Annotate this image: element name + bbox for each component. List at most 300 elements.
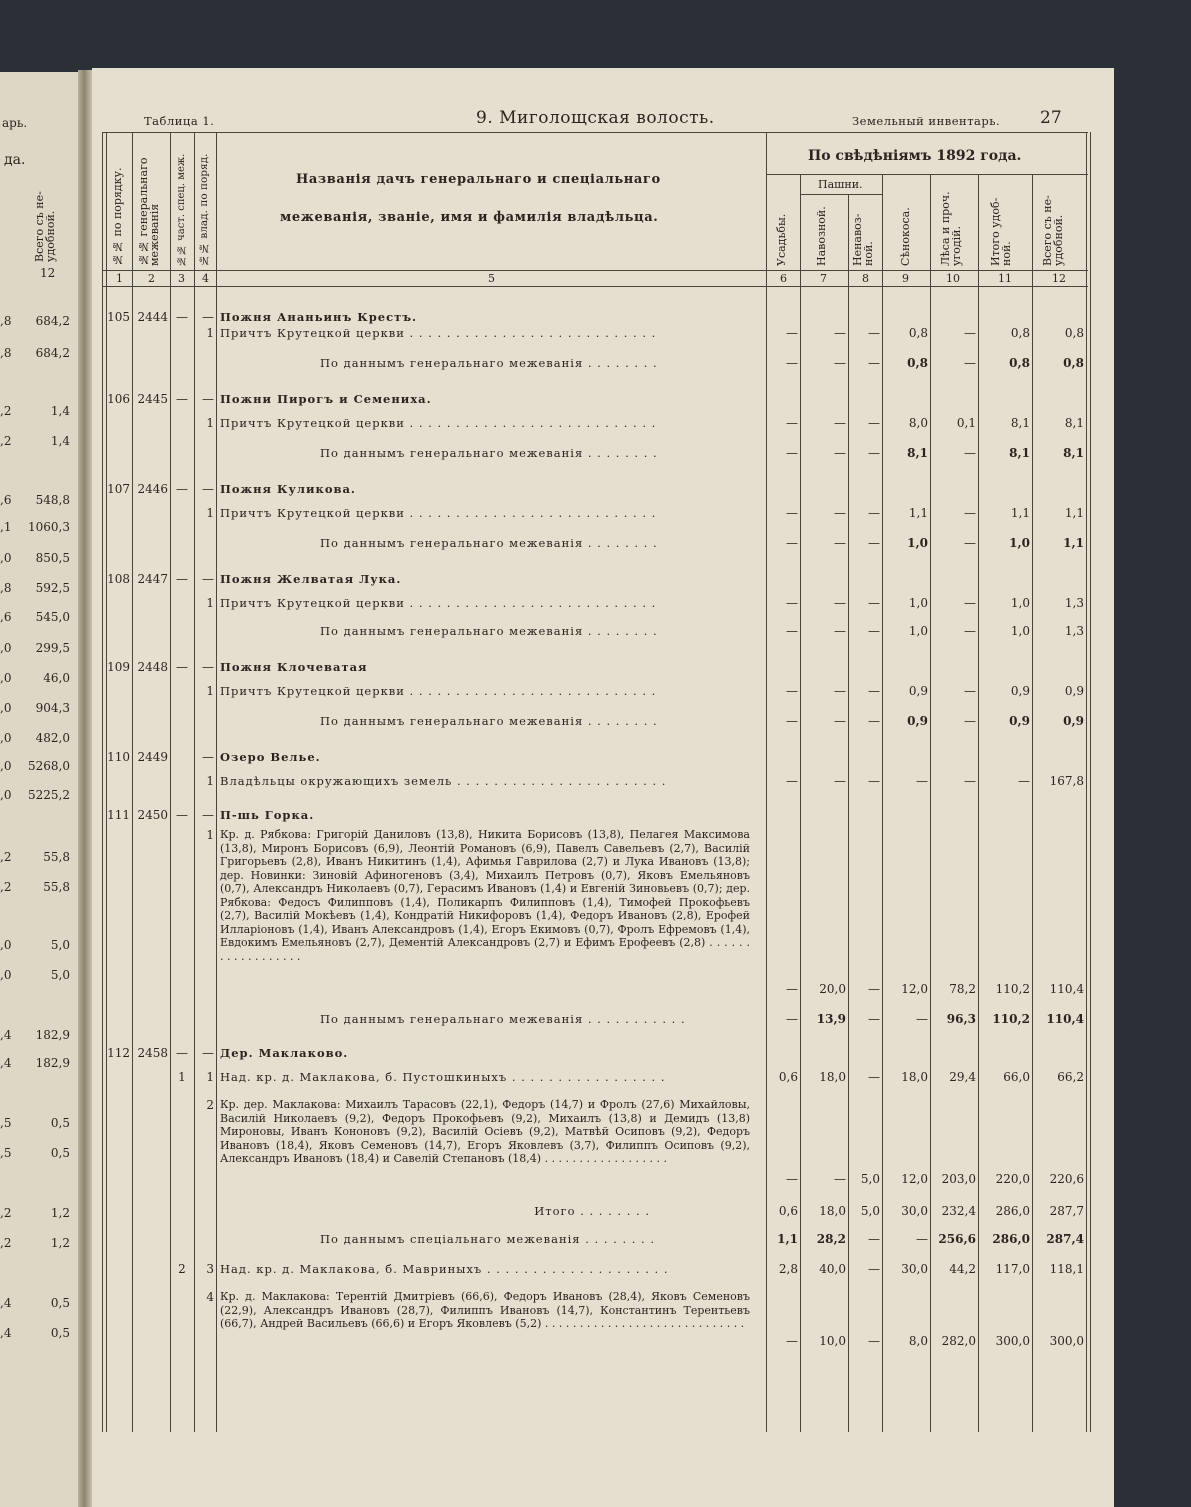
value-itogo-udobnoy: 286,0 — [992, 1232, 1030, 1246]
col-head-11: Итого удоб-ной. — [989, 197, 1013, 266]
prev-row-left: ,0 — [0, 731, 12, 745]
owner-number: 1 — [206, 596, 214, 610]
value-itogo-udobnoy: 220,0 — [995, 1172, 1030, 1186]
value-senokos: 0,8 — [908, 326, 928, 340]
general-survey-number: 2458 — [137, 1046, 168, 1060]
owner-number: — — [202, 808, 214, 822]
value-nenavoznoy: — — [868, 596, 880, 610]
owner-number: — — [202, 310, 214, 324]
value-senokos: 8,1 — [907, 446, 928, 460]
owner-number: 3 — [206, 1262, 214, 1276]
value-nenavoznoy: — — [868, 446, 880, 460]
value-itogo-udobnoy: 0,9 — [1010, 684, 1030, 698]
prev-row-value: 1,4 — [50, 404, 70, 418]
value-senokos: — — [916, 1012, 928, 1026]
value-les: — — [964, 714, 976, 728]
value-usadby: — — [786, 1012, 798, 1026]
col-number-4: 4 — [202, 272, 209, 285]
col-head-5-line1: Названія дачъ генеральнаго и спеціальнаго — [296, 172, 661, 187]
value-itogo-udobnoy: 1,0 — [1009, 536, 1030, 550]
value-les: — — [964, 446, 976, 460]
row-label: Над. кр. д. Маклакова, б. Мавриныхъ . . . . . . . . . . . . . . . . . . . . — [220, 1262, 669, 1276]
value-les: — — [964, 326, 976, 340]
value-navoznoy: — — [834, 1172, 846, 1186]
value-navoznoy: — — [834, 624, 846, 638]
numbers-rule — [102, 286, 1088, 287]
value-senokos: 1,0 — [908, 624, 928, 638]
row-label: Причтъ Крутецкой церкви . . . . . . . . . . . . . . . . . . . . . . . . . . . — [220, 326, 657, 340]
prev-row-left: ,2 — [0, 434, 12, 448]
col-number-9: 9 — [902, 272, 909, 285]
col-number-11: 11 — [998, 272, 1012, 285]
row-label: По даннымъ генеральнаго межеванія . . . . . . . . — [320, 714, 658, 728]
owner-number: 1 — [206, 506, 214, 520]
prev-row-left: ,2 — [0, 404, 12, 418]
value-vsego: 287,7 — [1049, 1204, 1084, 1218]
value-usadby: — — [786, 416, 798, 430]
value-usadby: — — [786, 624, 798, 638]
value-usadby: — — [786, 1334, 798, 1348]
value-usadby: — — [786, 1172, 798, 1186]
prev-row-left: ,0 — [0, 551, 12, 565]
value-nenavoznoy: — — [868, 624, 880, 638]
row-label: Итого . . . . . . . . — [534, 1204, 650, 1218]
prev-row-left: ,8 — [0, 581, 12, 595]
col-head-5-line2: межеванія, званіе, имя и фамилія владѣльца. — [280, 210, 659, 225]
page — [92, 68, 1114, 1507]
value-itogo-udobnoy: 0,8 — [1009, 356, 1030, 370]
special-survey-number: — — [176, 808, 188, 822]
value-vsego: 118,1 — [1049, 1262, 1084, 1276]
prev-row-value: 1,2 — [50, 1206, 70, 1220]
value-les: 232,4 — [941, 1204, 976, 1218]
section-label: Земельный инвентарь. — [852, 114, 1001, 128]
special-survey-number: — — [176, 482, 188, 496]
value-vsego: 0,9 — [1063, 714, 1084, 728]
row-number: 108 — [107, 572, 130, 586]
col-number-3: 3 — [178, 272, 185, 285]
row-number: 105 — [107, 310, 130, 324]
special-survey-number: 2 — [178, 1262, 186, 1276]
prev-row-value: 548,8 — [35, 493, 70, 507]
value-vsego: 1,3 — [1064, 596, 1084, 610]
row-number: 107 — [107, 482, 130, 496]
value-les: 96,3 — [946, 1012, 976, 1026]
owners-list: Кр. д. Маклакова: Терентій Дмитріевъ (66,6), Федоръ Ивановъ (28,4), Яковъ Семеновъ (22,9), Александръ Ивановъ (28,7), Филиппъ Ивановъ (14,7), Константинъ Терентьевъ (66,7), Андрей Васильевъ (66,6) и Егоръ Яковлевъ (5,2) . . . . . . . . . . . . . . . . . . . . . . . . . . . . . — [220, 1290, 750, 1330]
owner-number: — — [202, 1046, 214, 1060]
prev-row-value: 5,0 — [50, 968, 70, 982]
page-title: 9. Миголощская волость. — [476, 108, 715, 128]
row-label: По даннымъ генеральнаго межеванія . . . . . . . . — [320, 624, 658, 638]
prev-row-left: ,8 — [0, 314, 12, 328]
value-vsego: 167,8 — [1049, 774, 1084, 788]
prev-row-value: 1,2 — [50, 1236, 70, 1250]
value-senokos: 1,0 — [907, 536, 928, 550]
value-usadby: 2,8 — [778, 1262, 798, 1276]
value-nenavoznoy: — — [868, 326, 880, 340]
col-number-10: 10 — [946, 272, 960, 285]
owner-number: — — [202, 660, 214, 674]
prev-row-value: 904,3 — [35, 701, 70, 715]
parcel-name: Пожня Ананьинъ Крестъ. — [220, 310, 418, 324]
value-usadby: — — [786, 596, 798, 610]
value-itogo-udobnoy: 1,1 — [1010, 506, 1030, 520]
value-les: — — [964, 356, 976, 370]
owner-number: 2 — [206, 1098, 214, 1112]
value-senokos: 0,9 — [908, 684, 928, 698]
value-les: — — [964, 774, 976, 788]
value-navoznoy: — — [834, 596, 846, 610]
row-label: По даннымъ генеральнаго межеванія . . . . . . . . — [320, 356, 658, 370]
prev-row-left: ,6 — [0, 610, 12, 624]
value-les: 29,4 — [949, 1070, 976, 1084]
prev-row-left: ,5 — [0, 1146, 12, 1160]
value-vsego: 287,4 — [1046, 1232, 1084, 1246]
general-survey-number: 2449 — [137, 750, 168, 764]
value-usadby: — — [786, 684, 798, 698]
parcel-name: Пожня Клочеватая — [220, 660, 368, 674]
owner-number: 1 — [206, 828, 214, 842]
prev-row-value: 0,5 — [50, 1116, 70, 1130]
prev-row-value: 5268,0 — [28, 759, 70, 773]
value-senokos: 8,0 — [908, 1334, 928, 1348]
general-survey-number: 2444 — [137, 310, 168, 324]
special-survey-number: — — [176, 392, 188, 406]
parcel-name: Озеро Велье. — [220, 750, 321, 764]
pashni-head: Пашни. — [818, 178, 863, 191]
parcel-name: Пожня Куликова. — [220, 482, 356, 496]
value-nenavoznoy: — — [868, 774, 880, 788]
value-navoznoy: — — [834, 714, 846, 728]
owner-number: 1 — [206, 326, 214, 340]
prev-row-left: ,4 — [0, 1028, 12, 1042]
value-itogo-udobnoy: — — [1018, 774, 1030, 788]
book-gutter — [78, 70, 92, 1507]
general-survey-number: 2445 — [137, 392, 168, 406]
prev-row-value: 684,2 — [35, 346, 70, 360]
prev-row-left: ,4 — [0, 1056, 12, 1070]
parcel-name: П-шь Горка. — [220, 808, 315, 822]
parcel-name: Дер. Маклаково. — [220, 1046, 349, 1060]
special-survey-number: — — [176, 572, 188, 586]
value-vsego: 110,4 — [1049, 982, 1084, 996]
col-head-7: Навозной. — [815, 206, 828, 266]
value-nenavoznoy: — — [868, 1232, 880, 1246]
value-nenavoznoy: — — [868, 356, 880, 370]
value-nenavoznoy: — — [868, 714, 880, 728]
value-itogo-udobnoy: 0,8 — [1010, 326, 1030, 340]
prev-row-left: ,4 — [0, 1296, 12, 1310]
prev-row-value: 55,8 — [43, 850, 70, 864]
header-rule — [102, 270, 1088, 271]
owner-number: 1 — [206, 1070, 214, 1084]
prev-row-value: 592,5 — [35, 581, 70, 595]
owner-number: 1 — [206, 774, 214, 788]
value-vsego: 8,1 — [1063, 446, 1084, 460]
prev-row-left: ,5 — [0, 1116, 12, 1130]
row-label: По даннымъ спеціальнаго межеванія . . . . . . . . — [320, 1232, 656, 1246]
value-vsego: 8,1 — [1064, 416, 1084, 430]
value-vsego: 220,6 — [1049, 1172, 1084, 1186]
value-nenavoznoy: — — [868, 506, 880, 520]
value-les: 0,1 — [956, 416, 976, 430]
prev-column-head: Всего съ не-удобной. — [33, 191, 57, 262]
owner-number: — — [202, 482, 214, 496]
value-senokos: 12,0 — [901, 1172, 928, 1186]
value-vsego: 1,3 — [1064, 624, 1084, 638]
value-vsego: 1,1 — [1064, 506, 1084, 520]
special-survey-number: 1 — [178, 1070, 186, 1084]
prev-row-value: 55,8 — [43, 880, 70, 894]
value-senokos: — — [916, 774, 928, 788]
value-navoznoy: — — [834, 506, 846, 520]
owners-list: Кр. д. Рябкова: Григорій Даниловъ (13,8), Никита Борисовъ (13,8), Пелагея Максимова (13,8), Миронъ Борисовъ (6,9), Леонтій Романовъ (6,9), Павелъ Савельевъ (2,7), Василій Григорьевъ (2,8), Иванъ Никитинъ (1,4), Афимья Гаврилова (2,7) и Лука Ивановъ (13,8); дер. Новинки: Зиновій Афиногеновъ (3,4), Михаилъ Петровъ (0,7), Яковъ Емельяновъ (0,7), Александръ Николаевъ (0,7), Герасимъ Ивановъ (1,4) и Евгеній Зиновьевъ (0,7); дер. Рябкова: Федосъ Филипповъ (1,4), Поликарпъ Филипповъ (1,4), Тимофей Прокофьевъ (2,7), Василій Мокѣевъ (1,4), Кондратій Никифоровъ (1,4), Федоръ Ивановъ (2,8), Ерофей Илларіоновъ (1,4), Иванъ Александровъ (1,4), Егоръ Екимовъ (0,7), Фролъ Ефремовъ (1,4), Евдокимъ Емельяновъ (2,7), Дементій Александровъ (2,7) и Ефимъ Ерофеевъ (2,8) . . . . . . . . . . . . . . . . . . — [220, 828, 750, 963]
col-head-8: Ненавоз-ной. — [851, 213, 875, 266]
value-usadby: — — [786, 446, 798, 460]
value-navoznoy: 40,0 — [819, 1262, 846, 1276]
row-label: По даннымъ генеральнаго межеванія . . . . . . . . — [320, 446, 658, 460]
prev-row-left: ,4 — [0, 1326, 12, 1340]
value-les: — — [964, 536, 976, 550]
value-vsego: 300,0 — [1049, 1334, 1084, 1348]
value-nenavoznoy: — — [868, 536, 880, 550]
value-navoznoy: — — [834, 416, 846, 430]
value-itogo-udobnoy: 66,0 — [1003, 1070, 1030, 1084]
row-label: Причтъ Крутецкой церкви . . . . . . . . . . . . . . . . . . . . . . . . . . . — [220, 506, 657, 520]
value-vsego: 0,9 — [1064, 684, 1084, 698]
row-label: По даннымъ генеральнаго межеванія . . . . . . . . . . . — [320, 1012, 686, 1026]
col-number-6: 6 — [780, 272, 787, 285]
prev-row-left: ,0 — [0, 671, 12, 685]
value-les: — — [964, 684, 976, 698]
prev-column-number: 12 — [40, 266, 56, 280]
value-senokos: 30,0 — [901, 1204, 928, 1218]
prev-row-value: 46,0 — [43, 671, 70, 685]
prev-row-left: ,0 — [0, 759, 12, 773]
value-vsego: 0,8 — [1063, 356, 1084, 370]
value-nenavoznoy: — — [868, 1012, 880, 1026]
value-itogo-udobnoy: 1,0 — [1010, 624, 1030, 638]
value-nenavoznoy: — — [868, 1334, 880, 1348]
value-itogo-udobnoy: 117,0 — [995, 1262, 1030, 1276]
prev-row-value: 5225,2 — [28, 788, 70, 802]
top-rule — [102, 132, 1088, 133]
owner-number: 1 — [206, 684, 214, 698]
col-head-3: №№ част. спец. меж. — [176, 153, 187, 266]
value-senokos: 1,1 — [908, 506, 928, 520]
owners-list: Кр. дер. Маклакова: Михаилъ Тарасовъ (22,1), Федоръ (14,7) и Фролъ (27,6) Михайловы, Василій Николаевъ (9,2), Федоръ Прокофьевъ (9,2), Михаилъ (13,8) и Демидъ (13,8) Мироновы, Иванъ Кононовъ (9,2), Василій Осіевъ (9,2), Матвѣй Осиповъ (9,2), Федоръ Ивановъ (18,4), Яковъ Семеновъ (14,7), Егоръ Яковлевъ (3,7), Филиппъ Осиповъ (9,2), Александръ Ивановъ (18,4) и Савелій Степановъ (18,4) . . . . . . . . . . . . . . . . . . — [220, 1098, 750, 1165]
prev-row-left: ,0 — [0, 968, 12, 982]
owner-number: — — [202, 572, 214, 586]
value-usadby: 0,6 — [778, 1204, 798, 1218]
col-head-1: №№ по порядку. — [111, 167, 124, 266]
col-number-2: 2 — [148, 272, 155, 285]
value-senokos: — — [916, 1232, 928, 1246]
value-les: — — [964, 624, 976, 638]
row-label: По даннымъ генеральнаго межеванія . . . . . . . . — [320, 536, 658, 550]
value-navoznoy: 10,0 — [819, 1334, 846, 1348]
col-number-8: 8 — [862, 272, 869, 285]
value-les: — — [964, 506, 976, 520]
owner-number: — — [202, 392, 214, 406]
prev-row-value: 0,5 — [50, 1146, 70, 1160]
value-itogo-udobnoy: 8,1 — [1009, 446, 1030, 460]
value-navoznoy: 18,0 — [819, 1070, 846, 1084]
value-nenavoznoy: — — [868, 416, 880, 430]
prev-row-value: 1060,3 — [28, 520, 70, 534]
value-vsego: 0,8 — [1064, 326, 1084, 340]
col-number-5: 5 — [488, 272, 495, 285]
value-usadby: — — [786, 774, 798, 788]
value-usadby: — — [786, 326, 798, 340]
owner-number: 1 — [206, 416, 214, 430]
value-itogo-udobnoy: 110,2 — [995, 982, 1030, 996]
value-navoznoy: 20,0 — [819, 982, 846, 996]
value-navoznoy: — — [834, 684, 846, 698]
group-rule — [766, 174, 1088, 175]
row-number: 112 — [107, 1046, 130, 1060]
general-survey-number: 2448 — [137, 660, 168, 674]
col-head-10: Лѣса и проч. угодій. — [939, 191, 963, 266]
col-head-6: Усадьбы. — [775, 213, 788, 266]
row-number: 110 — [107, 750, 130, 764]
value-navoznoy: 28,2 — [816, 1232, 846, 1246]
value-navoznoy: — — [834, 356, 846, 370]
prev-row-value: 0,5 — [50, 1326, 70, 1340]
row-label: Причтъ Крутецкой церкви . . . . . . . . . . . . . . . . . . . . . . . . . . . — [220, 416, 657, 430]
value-itogo-udobnoy: 286,0 — [995, 1204, 1030, 1218]
col-head-2: №№ генеральнаго межеванія — [137, 157, 161, 266]
prev-header-fragment: арь. — [2, 116, 28, 130]
value-usadby: — — [786, 982, 798, 996]
value-itogo-udobnoy: 110,2 — [992, 1012, 1030, 1026]
col-number-7: 7 — [820, 272, 827, 285]
special-survey-number: — — [176, 660, 188, 674]
row-label: Владѣльцы окружающихъ земель . . . . . . . . . . . . . . . . . . . . . . . — [220, 774, 667, 788]
prev-row-value: 482,0 — [35, 731, 70, 745]
value-navoznoy: — — [834, 446, 846, 460]
prev-subheader-fragment: да. — [4, 152, 26, 168]
prev-row-value: 850,5 — [35, 551, 70, 565]
value-vsego: 1,1 — [1063, 536, 1084, 550]
value-nenavoznoy: — — [868, 982, 880, 996]
value-usadby: — — [786, 536, 798, 550]
general-survey-number: 2447 — [137, 572, 168, 586]
special-survey-number: — — [176, 1046, 188, 1060]
row-label: Над. кр. д. Маклакова, б. Пустошкиныхъ . . . . . . . . . . . . . . . . . — [220, 1070, 666, 1084]
owner-number: — — [202, 750, 214, 764]
value-vsego: 110,4 — [1046, 1012, 1084, 1026]
prev-row-left: ,0 — [0, 641, 12, 655]
prev-row-left: ,6 — [0, 493, 12, 507]
table-label: Таблица 1. — [144, 114, 215, 128]
prev-row-left: ,2 — [0, 1206, 12, 1220]
value-itogo-udobnoy: 1,0 — [1010, 596, 1030, 610]
row-number: 106 — [107, 392, 130, 406]
value-itogo-udobnoy: 0,9 — [1009, 714, 1030, 728]
value-senokos: 30,0 — [901, 1262, 928, 1276]
general-survey-number: 2450 — [137, 808, 168, 822]
value-les: 203,0 — [941, 1172, 976, 1186]
group-head: По свѣдѣніямъ 1892 года. — [808, 148, 1022, 164]
value-itogo-udobnoy: 300,0 — [995, 1334, 1030, 1348]
col-number-12: 12 — [1052, 272, 1066, 285]
value-itogo-udobnoy: 8,1 — [1010, 416, 1030, 430]
parcel-name: Пожня Желватая Лука. — [220, 572, 402, 586]
pashni-rule — [800, 194, 882, 195]
value-nenavoznoy: — — [868, 684, 880, 698]
prev-row-left: ,8 — [0, 346, 12, 360]
value-senokos: 1,0 — [908, 596, 928, 610]
prev-row-value: 545,0 — [35, 610, 70, 624]
value-usadby: — — [786, 506, 798, 520]
value-navoznoy: — — [834, 774, 846, 788]
general-survey-number: 2446 — [137, 482, 168, 496]
row-label: Причтъ Крутецкой церкви . . . . . . . . . . . . . . . . . . . . . . . . . . . — [220, 596, 657, 610]
value-nenavoznoy: 5,0 — [860, 1204, 880, 1218]
value-senokos: 18,0 — [901, 1070, 928, 1084]
value-usadby: 1,1 — [777, 1232, 798, 1246]
value-navoznoy: — — [834, 536, 846, 550]
page-number: 27 — [1040, 108, 1062, 128]
prev-row-left: ,2 — [0, 850, 12, 864]
prev-row-value: 299,5 — [35, 641, 70, 655]
value-nenavoznoy: 5,0 — [860, 1172, 880, 1186]
value-usadby: — — [786, 714, 798, 728]
value-les: 256,6 — [938, 1232, 976, 1246]
prev-row-value: 0,5 — [50, 1296, 70, 1310]
special-survey-number: — — [176, 310, 188, 324]
col-head-9: Сѣнокоса. — [899, 207, 912, 266]
prev-row-left: ,0 — [0, 938, 12, 952]
row-number: 109 — [107, 660, 130, 674]
prev-row-left: ,2 — [0, 880, 12, 894]
parcel-name: Пожни Пирогъ и Семениха. — [220, 392, 432, 406]
prev-row-left: ,1 — [0, 520, 12, 534]
prev-row-left: ,0 — [0, 701, 12, 715]
prev-row-value: 182,9 — [35, 1056, 70, 1070]
row-number: 111 — [107, 808, 130, 822]
value-vsego: 66,2 — [1057, 1070, 1084, 1084]
value-senokos: 8,0 — [908, 416, 928, 430]
row-label: Причтъ Крутецкой церкви . . . . . . . . . . . . . . . . . . . . . . . . . . . — [220, 684, 657, 698]
value-les: 44,2 — [949, 1262, 976, 1276]
previous-page-fragment — [0, 72, 80, 1507]
value-nenavoznoy: — — [868, 1070, 880, 1084]
prev-row-value: 1,4 — [50, 434, 70, 448]
col-head-4: №№ влад. по поряд. — [198, 153, 210, 266]
value-senokos: 0,9 — [907, 714, 928, 728]
value-navoznoy: — — [834, 326, 846, 340]
value-nenavoznoy: — — [868, 1262, 880, 1276]
value-navoznoy: 18,0 — [819, 1204, 846, 1218]
prev-row-left: ,0 — [0, 788, 12, 802]
prev-row-value: 684,2 — [35, 314, 70, 328]
value-navoznoy: 13,9 — [816, 1012, 846, 1026]
prev-row-value: 5,0 — [50, 938, 70, 952]
value-senokos: 0,8 — [907, 356, 928, 370]
prev-row-left: ,2 — [0, 1236, 12, 1250]
value-les: — — [964, 596, 976, 610]
value-les: 282,0 — [941, 1334, 976, 1348]
value-senokos: 12,0 — [901, 982, 928, 996]
col-number-1: 1 — [116, 272, 123, 285]
value-les: 78,2 — [949, 982, 976, 996]
owner-number: 4 — [206, 1290, 214, 1304]
value-usadby: — — [786, 356, 798, 370]
value-usadby: 0,6 — [778, 1070, 798, 1084]
col-head-12: Всего съ не-удобной. — [1041, 195, 1065, 266]
